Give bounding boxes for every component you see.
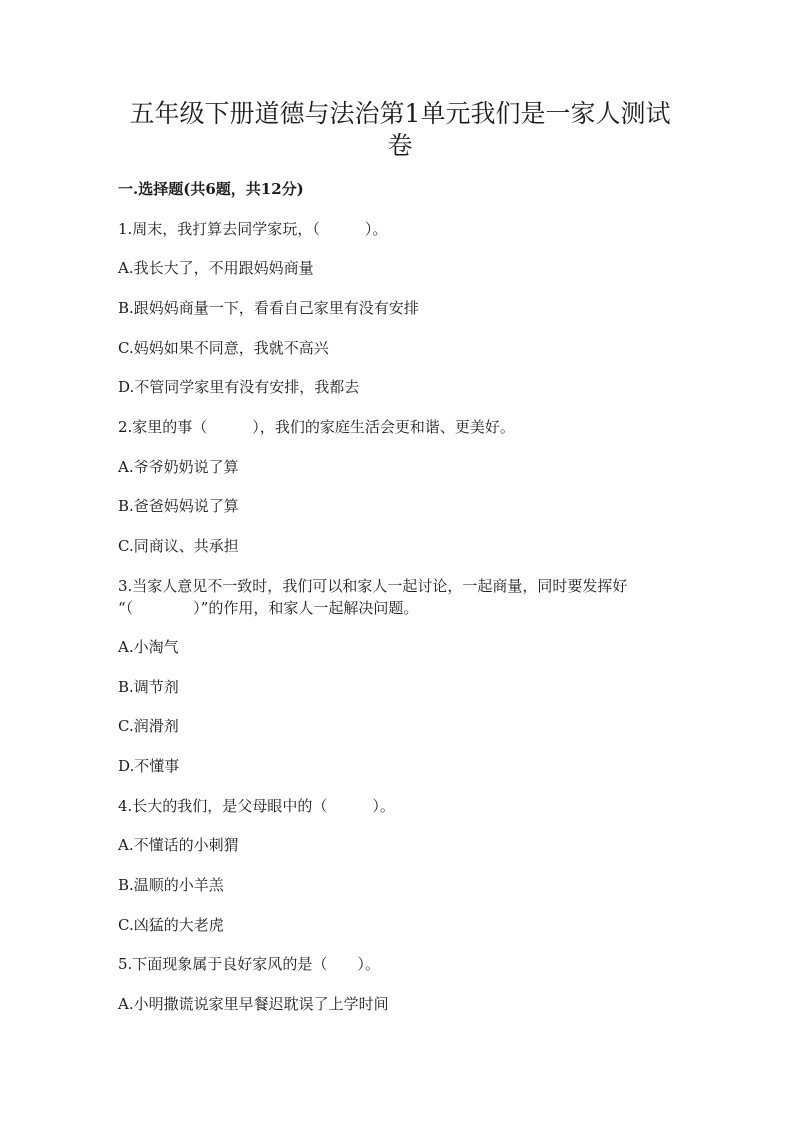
page-title-line-2: 卷	[387, 131, 413, 160]
question-2-option-a: A.爷爷奶奶说了算	[118, 458, 239, 476]
question-1-option-b: B.跟妈妈商量一下，看看自己家里有没有安排	[118, 299, 419, 317]
question-2-option-c: C.同商议、共承担	[118, 537, 239, 555]
question-3-option-a: A.小淘气	[118, 638, 179, 656]
question-1-option-a: A.我长大了，不用跟妈妈商量	[118, 259, 314, 277]
question-3-option-c: C.润滑剂	[118, 717, 179, 735]
page-title-line-1: 五年级下册道德与法治第1单元我们是一家人测试	[129, 99, 671, 128]
question-4-option-a: A.不懂话的小刺猬	[118, 836, 239, 854]
question-5-option-a: A.小明撒谎说家里早餐迟耽误了上学时间	[118, 995, 389, 1013]
question-2-stem: 2.家里的事（ ），我们的家庭生活会更和谐、更美好。	[118, 418, 515, 436]
section-heading: 一.选择题(共6题，共12分)	[118, 180, 304, 198]
question-4-option-b: B.温顺的小羊羔	[118, 876, 224, 894]
question-3-stem-line-1: 3.当家人意见不一致时，我们可以和家人一起讨论，一起商量，同时要发挥好	[118, 577, 628, 595]
question-5-stem: 5.下面现象属于良好家风的是（ ）。	[118, 955, 380, 973]
question-2-option-b: B.爸爸妈妈说了算	[118, 497, 239, 515]
question-1-stem: 1.周末，我打算去同学家玩，（ ）。	[118, 220, 388, 238]
question-3-stem-line-2: “（ ）”的作用，和家人一起解决问题。	[118, 599, 419, 617]
question-4-stem: 4.长大的我们，是父母眼中的（ ）。	[118, 797, 395, 815]
question-4-option-c: C.凶猛的大老虎	[118, 916, 224, 934]
question-1-option-c: C.妈妈如果不同意，我就不高兴	[118, 339, 329, 357]
question-3-option-b: B.调节剂	[118, 678, 179, 696]
question-1-option-d: D.不管同学家里有没有安排，我都去	[118, 378, 360, 396]
question-3-option-d: D.不懂事	[118, 757, 180, 775]
